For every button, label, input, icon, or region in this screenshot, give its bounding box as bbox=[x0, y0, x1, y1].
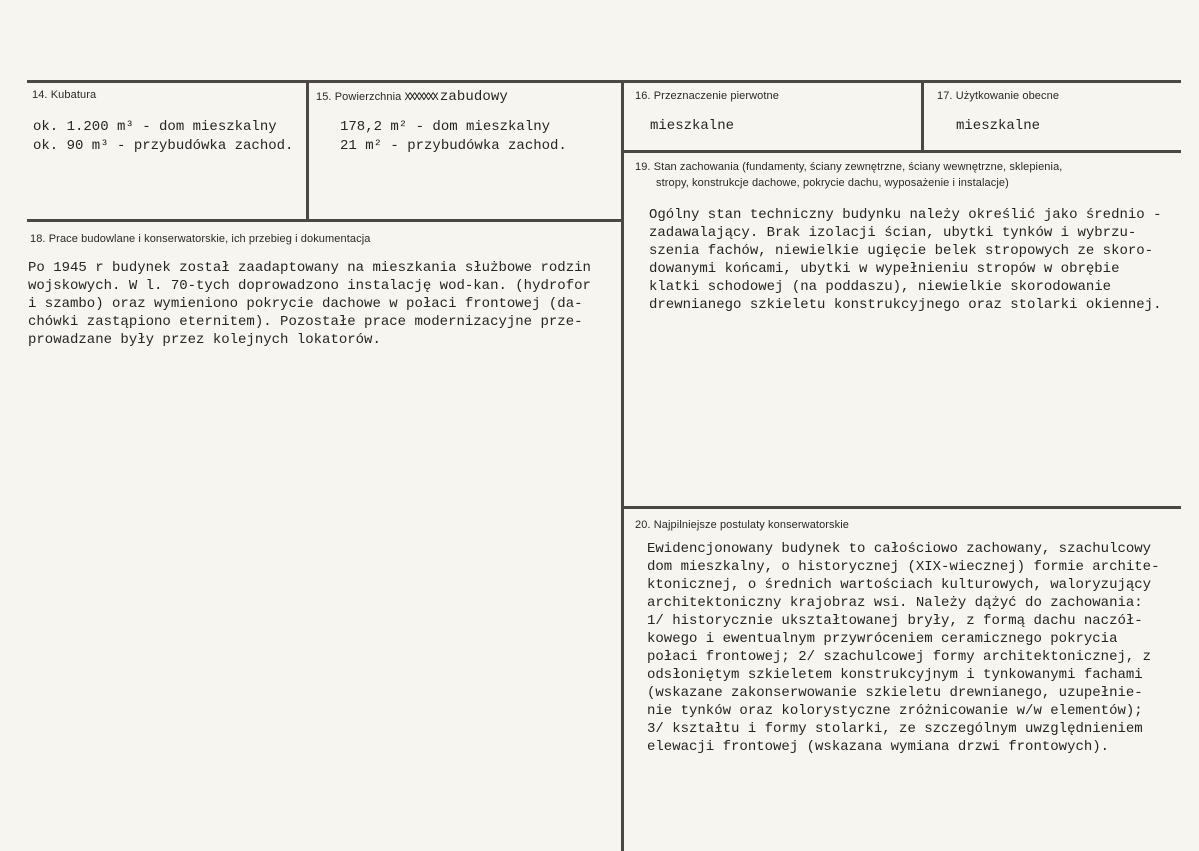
field-19-line-2: zadawalający. Brak izolacji ścian, ubytki tynków i wybrzu- bbox=[649, 225, 1137, 241]
field-20-line-6: kowego i ewentualnym przywróceniem ceramicznego pokrycia bbox=[647, 631, 1118, 647]
field-20-line-10: nie tynków oraz kolorystyczne zróżnicowanie w/w elementów); bbox=[647, 703, 1143, 719]
field-20-line-9: (wskazane zakonserwowanie szkieletu drewnianego, uzupełnie- bbox=[647, 685, 1143, 701]
field-18-line-2: wojskowych. W l. 70-tych doprowadzono instalację wod-kan. (hydrofor bbox=[28, 278, 591, 294]
field-18-line-4: chówki zastąpiono eternitem). Pozostałe prace modernizacyjne prze- bbox=[28, 314, 583, 330]
field-17-label: 17. Użytkowanie obecne bbox=[937, 90, 1060, 102]
field-15-label-prefix: 15. Powierzchnia bbox=[316, 91, 402, 103]
field-18-line-5: prowadzane były przez kolejnych lokatorów. bbox=[28, 332, 381, 348]
field-14-label: 14. Kubatura bbox=[32, 89, 97, 101]
field-19-line-1: Ogólny stan techniczny budynku należy określić jako średnio - bbox=[649, 207, 1162, 223]
field-20-label: 20. Najpilniejsze postulaty konserwatorskie bbox=[635, 519, 850, 531]
field-19-line-5: klatki schodowej (na poddaszu), niewielkie skorodowanie bbox=[649, 279, 1112, 295]
field-20-line-3: ktonicznej, o średnich wartościach kulturowych, waloryzujący bbox=[647, 577, 1152, 593]
field-20-line-7: połaci frontowej; 2/ szachulcowej formy architektonicznej, z bbox=[647, 649, 1152, 665]
field-20-line-8: odsłoniętym szkieletem konstrukcyjnym i tynkowanymi fachami bbox=[647, 667, 1143, 683]
field-19-label-line-2: stropy, konstrukcje dachowe, pokrycie dachu, wyposażenie i instalacje) bbox=[656, 177, 1009, 189]
field-15-label-suffix: zabudowy bbox=[439, 89, 508, 105]
field-19-label-line-1: 19. Stan zachowania (fundamenty, ściany zewnętrzne, ściany wewnętrzne, sklepienia, bbox=[635, 161, 1063, 173]
field-20-line-2: dom mieszkalny, o historycznej (XIX-wiecznej) formie archite- bbox=[647, 559, 1160, 575]
field-14-line-2: ok. 90 m³ - przybudówka zachod. bbox=[33, 138, 294, 154]
field-16-value: mieszkalne bbox=[650, 118, 735, 134]
field-prace-budowlane bbox=[27, 222, 621, 851]
field-15-label bbox=[316, 89, 508, 105]
field-20-line-1: Ewidencjonowany budynek to całościowo zachowany, szachulcowy bbox=[647, 541, 1152, 557]
field-18-line-3: i szambo) oraz wymieniono pokrycie dachowe w połaci frontowej (da- bbox=[28, 296, 583, 312]
field-18-line-1: Po 1945 r budynek został zaadaptowany na mieszkania służbowe rodzin bbox=[28, 260, 591, 276]
field-20-line-11: 3/ kształtu i formy stolarki, ze szczególnym uwzględnieniem bbox=[647, 721, 1143, 737]
field-17-value: mieszkalne bbox=[956, 118, 1041, 134]
field-20-line-4: architektoniczny krajobraz wsi. Należy dążyć do zachowania: bbox=[647, 595, 1143, 611]
field-15-label-struck: XXXXXXX bbox=[404, 92, 437, 104]
field-15-line-2: 21 m² - przybudówka zachod. bbox=[340, 138, 567, 154]
field-20-line-5: 1/ historycznie ukształtowanej bryły, z formą dachu naczół- bbox=[647, 613, 1143, 629]
field-19-line-3: szenia fachów, niewielkie ugięcie belek stropowych ze skoro- bbox=[649, 243, 1154, 259]
field-przeznaczenie bbox=[624, 83, 921, 150]
field-19-line-6: drewnianego szkieletu konstrukcyjnego oraz stolarki okiennej. bbox=[649, 297, 1162, 313]
field-stan-zachowania bbox=[624, 153, 1181, 506]
field-kubatura bbox=[27, 83, 306, 219]
field-19-line-4: dowanymi końcami, ubytki w wypełnieniu stropów w obrębie bbox=[649, 261, 1120, 277]
field-16-label: 16. Przeznaczenie pierwotne bbox=[635, 90, 779, 102]
field-powierzchnia bbox=[309, 83, 621, 219]
field-18-label: 18. Prace budowlane i konserwatorskie, ich przebieg i dokumentacja bbox=[30, 233, 371, 245]
field-postulaty bbox=[624, 509, 1181, 851]
field-15-line-1: 178,2 m² - dom mieszkalny bbox=[340, 119, 551, 135]
field-uzytkowanie bbox=[924, 83, 1181, 150]
field-20-line-12: elewacji frontowej (wskazana wymiana drzwi frontowych). bbox=[647, 739, 1110, 755]
field-14-line-1: ok. 1.200 m³ - dom mieszkalny bbox=[33, 119, 277, 135]
